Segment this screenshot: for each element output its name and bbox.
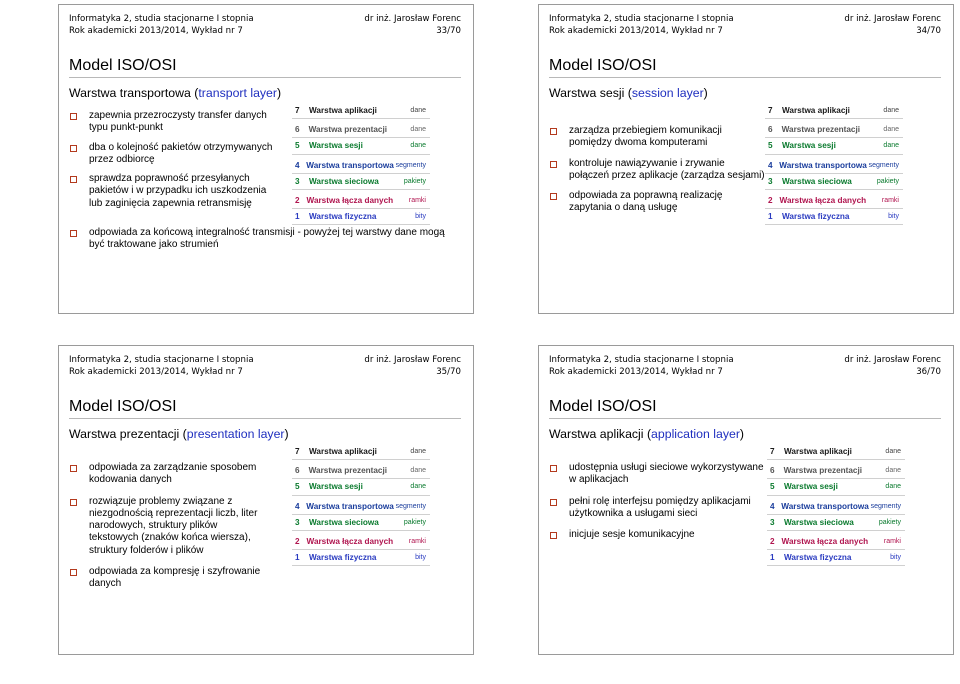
slide-header-right	[364, 354, 461, 378]
layer-data-unit: dane	[883, 126, 899, 134]
title-divider	[549, 77, 941, 78]
layer-number: 7	[295, 106, 300, 116]
layer-number: 6	[295, 125, 300, 135]
bullet-box-icon	[70, 145, 77, 152]
academic-year: Rok akademicki 2013/2014, Wykład nr 7	[69, 26, 243, 36]
english-term: presentation layer	[186, 427, 285, 441]
layer-name: Warstwa łącza danych	[781, 537, 869, 547]
bullet-item: dba o kolejność pakietów otrzymywanych przez odbiorcę	[69, 142, 279, 167]
layer-number: 1	[768, 212, 773, 222]
layer-name: Warstwa prezentacji	[783, 466, 863, 476]
slide-36	[538, 345, 954, 655]
osi-layer-row	[765, 138, 903, 154]
layer-name: Warstwa sesji	[784, 482, 838, 492]
layer-name: Warstwa aplikacji	[782, 106, 850, 116]
layer-data-unit: segmenty	[395, 502, 426, 510]
layer-number: 7	[295, 447, 300, 457]
osi-layer-row	[292, 499, 430, 515]
layer-data-unit: ramki	[883, 538, 901, 546]
bullet-item: odpowiada za końcową integralność transmisji - powyżej tej warstwy dane mogą być traktowane jako strumień	[69, 227, 449, 252]
layer-data-unit: dane	[883, 107, 899, 115]
layer-number: 7	[768, 106, 773, 116]
layer-number: 3	[768, 176, 773, 186]
layer-name: Warstwa transportowa	[779, 160, 867, 170]
osi-layer-row	[292, 550, 430, 566]
layer-data-unit: pakiety	[876, 177, 899, 185]
layer-number: 4	[768, 160, 773, 170]
osi-layer-row	[765, 122, 903, 138]
layer-name: Warstwa sesji	[309, 141, 363, 151]
layer-number: 6	[768, 125, 773, 135]
layer-name: Warstwa sesji	[782, 141, 836, 151]
author: dr inż. Jarosław Forenc	[364, 14, 461, 24]
bullet-box-icon	[70, 113, 77, 120]
bullet-item: odpowiada za poprawną realizację zapytania o daną usługę	[549, 190, 767, 215]
layer-number: 3	[770, 517, 775, 527]
slide-header-right	[364, 13, 461, 37]
slide-33	[58, 4, 474, 314]
layer-number: 3	[295, 517, 300, 527]
slide-subtitle: Warstwa aplikacji (application layer)	[549, 427, 745, 441]
osi-layer-row	[767, 534, 905, 550]
osi-layer-row	[292, 193, 430, 209]
osi-layer-row	[765, 174, 903, 190]
page-number: 35/70	[436, 367, 461, 377]
osi-layer-row	[765, 103, 903, 119]
layer-name: Warstwa aplikacji	[309, 447, 377, 457]
osi-layer-row	[767, 444, 905, 460]
layer-number: 6	[295, 466, 300, 476]
osi-layer-row	[292, 534, 430, 550]
bullet-list	[69, 110, 279, 217]
english-term: session layer	[631, 86, 704, 100]
author: dr inż. Jarosław Forenc	[844, 355, 941, 365]
bullet-item: pełni rolę interfejsu pomiędzy aplikacjami użytkownika a usługami sieci	[549, 496, 767, 521]
layer-number: 1	[770, 553, 775, 563]
layer-name: Warstwa prezentacji	[781, 125, 861, 135]
osi-layer-row	[292, 463, 430, 479]
layer-number: 2	[768, 196, 773, 206]
osi-layer-row	[767, 515, 905, 531]
layer-data-unit: dane	[410, 126, 426, 134]
title-divider	[69, 418, 461, 419]
layer-name: Warstwa aplikacji	[784, 447, 852, 457]
bullet-item: udostępnia usługi sieciowe wykorzystywane w aplikacjach	[549, 462, 767, 487]
bullet-item: zarządza przebiegiem komunikacji pomiędzy dwoma komputerami	[549, 125, 767, 150]
bullet-box-icon	[550, 193, 557, 200]
layer-data-unit: bity	[890, 554, 901, 562]
layer-data-unit: bity	[888, 213, 899, 221]
slide-header-right	[844, 354, 941, 378]
bullet-item: kontroluje nawiązywanie i zrywanie połączeń przez aplikacje (zarządza sesjami)	[549, 158, 767, 183]
course-name: Informatyka 2, studia stacjonarne I stopnia	[549, 14, 734, 24]
layer-number: 1	[295, 212, 300, 222]
layer-number: 1	[295, 553, 300, 563]
slide-title: Model ISO/OSI	[549, 398, 657, 415]
osi-layer-row	[292, 103, 430, 119]
layer-name: Warstwa łącza danych	[306, 537, 394, 547]
bullet-item: zapewnia przezroczysty transfer danych typu punkt-punkt	[69, 110, 279, 135]
layer-number: 2	[295, 537, 300, 547]
title-divider	[549, 418, 941, 419]
layer-number: 4	[770, 501, 775, 511]
layer-data-unit: pakiety	[878, 518, 901, 526]
osi-layer-row	[292, 122, 430, 138]
layer-name: Warstwa fizyczna	[784, 553, 852, 563]
layer-name: Warstwa fizyczna	[309, 553, 377, 563]
osi-layer-row	[292, 209, 430, 225]
osi-layer-row	[767, 550, 905, 566]
layer-data-unit: bity	[415, 554, 426, 562]
layer-number: 4	[295, 501, 300, 511]
author: dr inż. Jarosław Forenc	[844, 14, 941, 24]
layer-data-unit: dane	[885, 483, 901, 491]
bullet-box-icon	[70, 569, 77, 576]
bullet-box-icon	[550, 532, 557, 539]
layer-name: Warstwa sieciowa	[309, 517, 379, 527]
osi-layer-table	[292, 444, 430, 566]
osi-layer-row	[765, 158, 903, 174]
author: dr inż. Jarosław Forenc	[364, 355, 461, 365]
osi-layer-row	[767, 479, 905, 495]
layer-data-unit: dane	[410, 142, 426, 150]
slide-header-left	[549, 13, 734, 37]
osi-layer-table	[765, 103, 903, 225]
bullet-box-icon	[550, 465, 557, 472]
layer-number: 5	[768, 141, 773, 151]
layer-data-unit: bity	[415, 213, 426, 221]
bullet-list-wide	[69, 227, 449, 259]
bullet-box-icon	[70, 499, 77, 506]
layer-data-unit: dane	[410, 107, 426, 115]
layer-name: Warstwa prezentacji	[308, 466, 388, 476]
layer-name: Warstwa prezentacji	[308, 125, 388, 135]
slide-subtitle: Warstwa prezentacji (presentation layer)	[69, 427, 289, 441]
bullet-list	[69, 462, 269, 598]
layer-number: 5	[295, 141, 300, 151]
academic-year: Rok akademicki 2013/2014, Wykład nr 7	[69, 367, 243, 377]
slide-title: Model ISO/OSI	[69, 57, 177, 74]
layer-data-unit: dane	[885, 467, 901, 475]
slide-34	[538, 4, 954, 314]
bullet-box-icon	[70, 176, 77, 183]
slide-title: Model ISO/OSI	[549, 57, 657, 74]
layer-data-unit: segmenty	[395, 161, 426, 169]
layer-number: 5	[295, 482, 300, 492]
english-term: transport layer	[198, 86, 277, 100]
osi-layer-row	[767, 463, 905, 479]
course-name: Informatyka 2, studia stacjonarne I stopnia	[69, 355, 254, 365]
slide-35	[58, 345, 474, 655]
bullet-box-icon	[550, 499, 557, 506]
bullet-item: rozwiązuje problemy związane z niezgodnością reprezentacji liczb, liter narodowych, struktury plików tekstowych (znaków końca wiersza), struktury folderów i plików	[69, 496, 269, 557]
layer-name: Warstwa aplikacji	[309, 106, 377, 116]
page-number: 34/70	[916, 26, 941, 36]
slide-subtitle: Warstwa transportowa (transport layer)	[69, 86, 282, 100]
bullet-box-icon	[70, 465, 77, 472]
layer-name: Warstwa transportowa	[306, 501, 394, 511]
bullet-item: odpowiada za zarządzanie sposobem kodowania danych	[69, 462, 269, 487]
osi-layer-row	[767, 499, 905, 515]
layer-name: Warstwa sieciowa	[784, 517, 854, 527]
bullet-list	[549, 125, 767, 222]
bullet-box-icon	[550, 128, 557, 135]
layer-data-unit: dane	[410, 448, 426, 456]
layer-name: Warstwa transportowa	[306, 160, 394, 170]
layer-name: Warstwa sieciowa	[782, 176, 852, 186]
slide-header-right	[844, 13, 941, 37]
layer-name: Warstwa fizyczna	[309, 212, 377, 222]
osi-layer-table	[767, 444, 905, 566]
layer-number: 3	[295, 176, 300, 186]
english-term: application layer	[651, 427, 740, 441]
layer-number: 5	[770, 482, 775, 492]
course-name: Informatyka 2, studia stacjonarne I stopnia	[69, 14, 254, 24]
title-divider	[69, 77, 461, 78]
course-name: Informatyka 2, studia stacjonarne I stopnia	[549, 355, 734, 365]
layer-data-unit: dane	[410, 467, 426, 475]
layer-number: 2	[770, 537, 775, 547]
layer-data-unit: ramki	[881, 197, 899, 205]
slide-title: Model ISO/OSI	[69, 398, 177, 415]
bullet-item: inicjuje sesje komunikacyjne	[549, 529, 767, 541]
layer-number: 4	[295, 160, 300, 170]
bullet-box-icon	[70, 230, 77, 237]
layer-data-unit: ramki	[408, 197, 426, 205]
layer-data-unit: pakiety	[403, 177, 426, 185]
osi-layer-row	[292, 174, 430, 190]
layer-name: Warstwa transportowa	[781, 501, 869, 511]
layer-name: Warstwa sieciowa	[309, 176, 379, 186]
layer-number: 2	[295, 196, 300, 206]
layer-name: Warstwa łącza danych	[306, 196, 394, 206]
osi-layer-row	[765, 193, 903, 209]
slide-subtitle: Warstwa sesji (session layer)	[549, 86, 708, 100]
osi-layer-row	[292, 479, 430, 495]
layer-data-unit: segmenty	[868, 161, 899, 169]
layer-data-unit: pakiety	[403, 518, 426, 526]
layer-number: 6	[770, 466, 775, 476]
slide-header-left	[69, 354, 254, 378]
osi-layer-row	[765, 209, 903, 225]
bullet-item: odpowiada za kompresję i szyfrowanie danych	[69, 566, 269, 591]
slide-header-left	[549, 354, 734, 378]
layer-number: 7	[770, 447, 775, 457]
osi-layer-row	[292, 444, 430, 460]
page-number: 33/70	[436, 26, 461, 36]
layer-name: Warstwa fizyczna	[782, 212, 850, 222]
layer-name: Warstwa łącza danych	[779, 196, 867, 206]
osi-layer-row	[292, 138, 430, 154]
osi-layer-row	[292, 158, 430, 174]
layer-data-unit: segmenty	[870, 502, 901, 510]
osi-layer-table	[292, 103, 430, 225]
layer-data-unit: dane	[885, 448, 901, 456]
academic-year: Rok akademicki 2013/2014, Wykład nr 7	[549, 26, 723, 36]
bullet-item: sprawdza poprawność przesyłanych pakietów i w przypadku ich uszkodzenia lub zaginięcia zapewnia retransmisję	[69, 173, 279, 210]
osi-layer-row	[292, 515, 430, 531]
layer-name: Warstwa sesji	[309, 482, 363, 492]
bullet-box-icon	[550, 161, 557, 168]
bullet-list	[549, 462, 767, 548]
layer-data-unit: dane	[883, 142, 899, 150]
layer-data-unit: ramki	[408, 538, 426, 546]
page-number: 36/70	[916, 367, 941, 377]
academic-year: Rok akademicki 2013/2014, Wykład nr 7	[549, 367, 723, 377]
slide-header-left	[69, 13, 254, 37]
layer-data-unit: dane	[410, 483, 426, 491]
